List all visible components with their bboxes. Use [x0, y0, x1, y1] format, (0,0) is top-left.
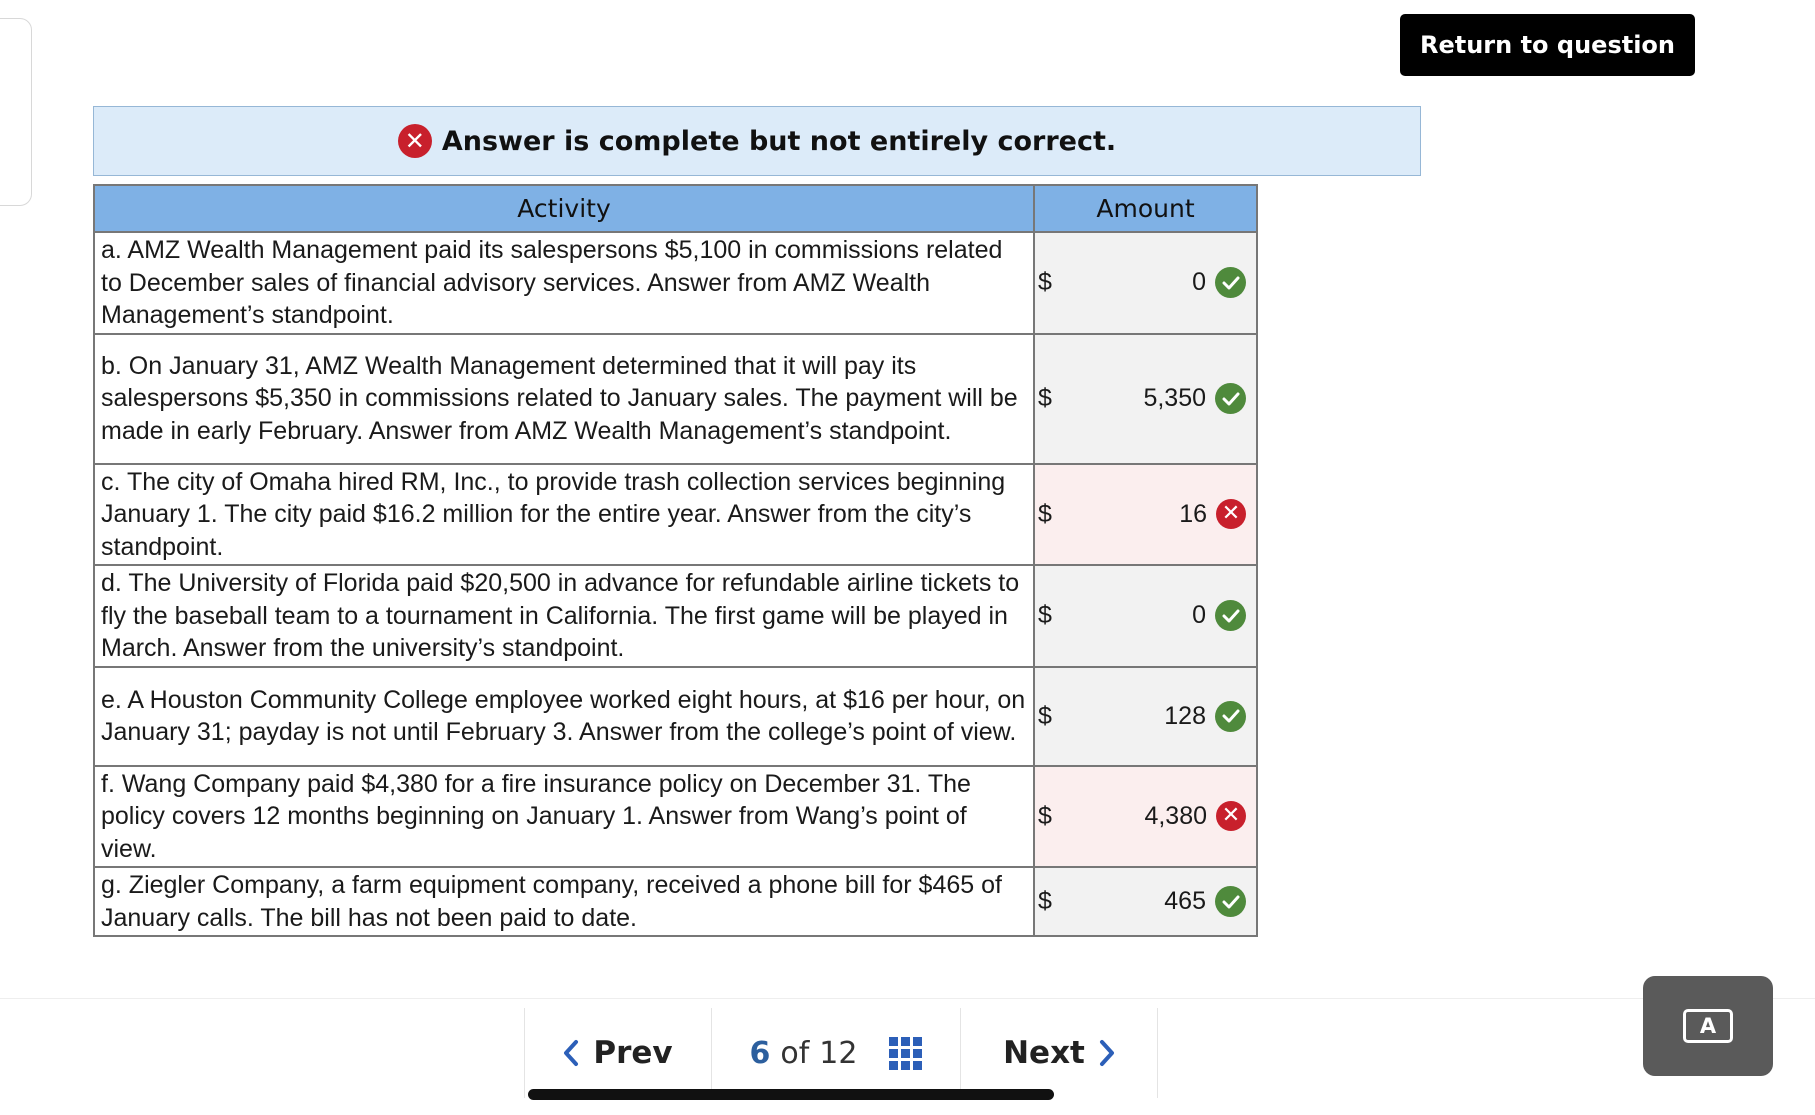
amount-cell[interactable]: [1034, 667, 1257, 766]
accessibility-icon: A: [1683, 1009, 1733, 1043]
currency-symbol: $: [1038, 384, 1052, 412]
activity-description: b. On January 31, AMZ Wealth Management determined that it will pay its salespersons $5,350 in commissions related to January sales. The payment will be made in early February. Answer from AMZ Wealth Management’s standpoint.: [94, 334, 1034, 464]
currency-symbol: $: [1038, 499, 1052, 528]
amount-value: 4,380: [1144, 801, 1207, 830]
chevron-left-icon: [563, 1039, 579, 1067]
check-circle-icon: [1215, 383, 1246, 414]
amount-cell[interactable]: [1034, 867, 1257, 936]
check-circle-icon: [1215, 267, 1246, 298]
table-header-row: [94, 185, 1257, 232]
currency-symbol: $: [1038, 701, 1052, 730]
accessibility-button[interactable]: [1643, 976, 1773, 1076]
next-label: Next: [1003, 1035, 1085, 1071]
table-row: [94, 766, 1257, 868]
page-of-label: of: [780, 1035, 810, 1071]
activity-description: g. Ziegler Company, a farm equipment company, received a phone bill for $465 of January calls. The bill has not been paid to date.: [94, 867, 1034, 936]
x-circle-icon: ✕: [1216, 801, 1246, 831]
result-message: Answer is complete but not entirely correct.: [441, 125, 1117, 157]
nav-divider: [1157, 1008, 1158, 1098]
amount-cell[interactable]: [1034, 766, 1257, 868]
amount-value: 0: [1192, 601, 1206, 630]
currency-symbol: $: [1038, 801, 1052, 830]
amount-value: 465: [1164, 887, 1206, 915]
prev-button[interactable]: [525, 1035, 711, 1071]
question-navigation: [524, 1008, 1158, 1098]
next-button[interactable]: [961, 1035, 1157, 1071]
check-circle-icon: [1215, 701, 1246, 732]
amount-value: 5,350: [1143, 384, 1206, 412]
page-indicator: [712, 1036, 960, 1071]
amount-value: 0: [1192, 268, 1206, 297]
answer-table: [93, 184, 1258, 937]
activity-description: c. The city of Omaha hired RM, Inc., to provide trash collection services beginning January 1. The city paid $16.2 million for the entire year. Answer from the city’s standpoint.: [94, 464, 1034, 566]
side-panel-tab[interactable]: [0, 18, 32, 206]
amount-cell[interactable]: [1034, 232, 1257, 334]
amount-cell[interactable]: [1034, 565, 1257, 667]
return-to-question-button[interactable]: Return to question: [1400, 14, 1695, 76]
result-banner: [93, 106, 1421, 176]
amount-value: 16: [1179, 499, 1207, 528]
total-pages: 12: [819, 1035, 858, 1071]
currency-symbol: $: [1038, 887, 1052, 915]
table-row: [94, 334, 1257, 464]
footer-divider: [0, 998, 1815, 999]
x-circle-icon: ✕: [398, 124, 432, 158]
amount-cell[interactable]: [1034, 334, 1257, 464]
chevron-right-icon: [1099, 1039, 1115, 1067]
activity-description: a. AMZ Wealth Management paid its salespersons $5,100 in commissions related to December sales of financial advisory services. Answer from AMZ Wealth Management’s standpoint.: [94, 232, 1034, 334]
check-circle-icon: [1215, 600, 1246, 631]
currency-symbol: $: [1038, 601, 1052, 630]
activity-description: d. The University of Florida paid $20,500 in advance for refundable airline tickets to fly the baseball team to a tournament in California. The first game will be played in March. Answer from the university’s standpoint.: [94, 565, 1034, 667]
amount-cell[interactable]: [1034, 464, 1257, 566]
question-grid-icon[interactable]: [889, 1037, 922, 1070]
amount-value: 128: [1164, 701, 1206, 730]
currency-symbol: $: [1038, 268, 1052, 297]
activity-description: e. A Houston Community College employee worked eight hours, at $16 per hour, on January 31; payday is not until February 3. Answer from the college’s point of view.: [94, 667, 1034, 766]
table-row: [94, 667, 1257, 766]
table-row: [94, 867, 1257, 936]
horizontal-scrollbar[interactable]: [528, 1089, 1054, 1100]
table-row: [94, 565, 1257, 667]
table-row: [94, 232, 1257, 334]
activity-description: f. Wang Company paid $4,380 for a fire insurance policy on December 31. The policy covers 12 months beginning on January 1. Answer from Wang’s point of view.: [94, 766, 1034, 868]
amount-column-header: Amount: [1034, 185, 1257, 232]
check-circle-icon: [1215, 886, 1246, 917]
table-row: [94, 464, 1257, 566]
current-page: 6: [749, 1035, 771, 1071]
activity-column-header: Activity: [94, 185, 1034, 232]
prev-label: Prev: [593, 1035, 673, 1071]
x-circle-icon: ✕: [1216, 499, 1246, 529]
